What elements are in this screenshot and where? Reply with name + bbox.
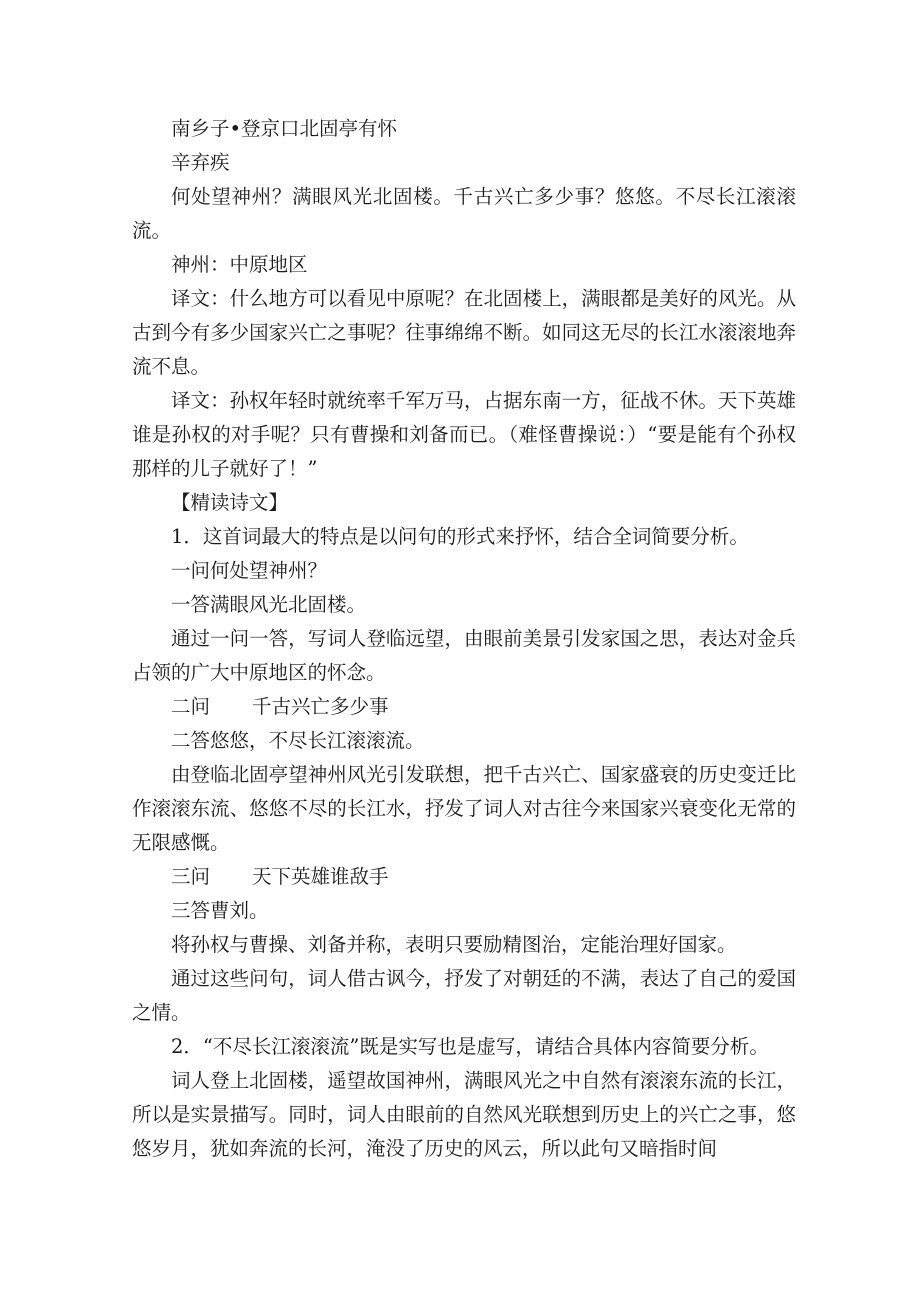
question-1-explanation-2: 由登临北固亭望神州风光引发联想，把千古兴亡、国家盛衰的历史变迁比作滚滚东流、悠悠不尽的长江水，抒发了词人对古往今来国家兴衰变化无常的无限感慨。 — [132, 763, 796, 854]
section-heading: 【精读诗文】 — [171, 491, 289, 514]
question-1-summary: 通过这些问句，词人借古讽今，抒发了对朝廷的不满，表达了自己的爱国之情。 — [132, 967, 796, 1024]
question-1-explanation-1: 通过一问一答，写词人登临远望，由眼前美景引发家国之思，表达对金兵占领的广大中原地区的怀念。 — [132, 627, 796, 684]
note-shenzhou: 神州：中原地区 — [171, 253, 308, 276]
question-1: 1．这首词最大的特点是以问句的形式来抒怀，结合全词简要分析。 — [171, 525, 749, 548]
poem-title: 南乡子•登京口北固亭有怀 — [171, 117, 398, 140]
question-2: 2．“不尽长江滚滚流”既是实写也是虚写，请结合具体内容简要分析。 — [171, 1035, 769, 1058]
question-1-answer-3: 三答曹刘。 — [171, 899, 269, 922]
question-1-ask-1: 一问何处望神州？ — [171, 559, 328, 582]
document-body — [132, 112, 796, 1166]
ask-3-text: 天下英雄谁敌手 — [252, 865, 389, 888]
translation-paragraph-2: 译文：孙权年轻时就统率千军万马，占据东南一方，征战不休。天下英雄谁是孙权的对手呢？只有曹操和刘备而已。（难怪曹操说：）“要是能有个孙权那样的儿子就好了！” — [132, 389, 796, 480]
translation-paragraph-1: 译文：什么地方可以看见中原呢？在北固楼上，满眼都是美好的风光。从古到今有多少国家兴亡之事呢？往事绵绵不断。如同这无尽的长江水滚滚地奔流不息。 — [132, 287, 796, 378]
question-1-answer-2: 二答悠悠，不尽长江滚滚流。 — [171, 729, 425, 752]
question-2-answer: 词人登上北固楼，遥望故国神州，满眼风光之中自然有滚滚东流的长江，所以是实景描写。同时，词人由眼前的自然风光联想到历史上的兴亡之事，悠悠岁月，犹如奔流的长河，淹没了历史的风云，所以此句又暗指时间 — [132, 1069, 796, 1160]
question-1-ask-3 — [132, 860, 796, 894]
question-1-answer-1: 一答满眼风光北固楼。 — [171, 593, 367, 616]
ask-3-label: 三问 — [171, 865, 211, 888]
question-1-ask-2 — [132, 690, 796, 724]
question-1-explanation-3: 将孙权与曹操、刘备并称，表明只要励精图治，定能治理好国家。 — [171, 933, 737, 956]
ask-2-text: 千古兴亡多少事 — [252, 695, 389, 718]
poem-text: 何处望神州？满眼风光北固楼。千古兴亡多少事？悠悠。不尽长江滚滚流。 — [132, 185, 796, 242]
poem-author: 辛弃疾 — [171, 151, 230, 174]
ask-2-label: 二问 — [171, 695, 211, 718]
